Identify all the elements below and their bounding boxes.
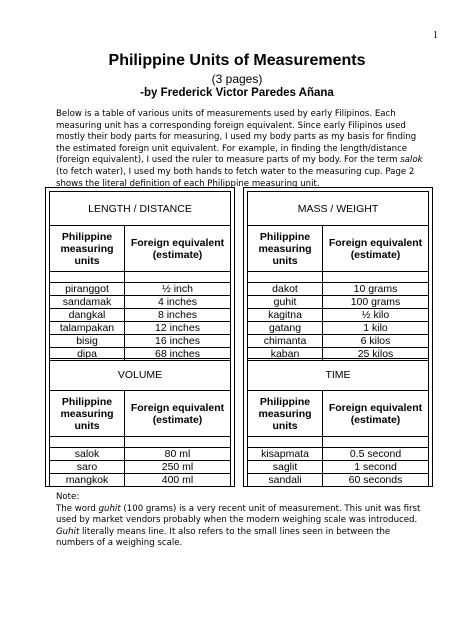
unit-cell: dipa <box>50 348 125 361</box>
equivalent-cell: 8 inches <box>125 309 231 322</box>
table-heading: LENGTH / DISTANCE <box>50 192 231 226</box>
time-table <box>247 358 429 487</box>
author-line: -by Frederick Victor Paredes Añana <box>140 87 334 99</box>
unit-cell: gatang <box>248 322 323 335</box>
volume-table <box>49 358 231 487</box>
equivalent-cell: 1 kilo <box>323 322 429 335</box>
equivalent-cell: 6 kilos <box>323 335 429 348</box>
unit-cell: saglit <box>248 461 323 474</box>
unit-cell: kaban <box>248 348 323 361</box>
spacer-cell <box>323 437 429 448</box>
table-row <box>248 461 429 474</box>
unit-cell: chimanta <box>248 335 323 348</box>
equivalent-cell: 250 ml <box>125 461 231 474</box>
unit-cell: bisig <box>50 335 125 348</box>
table-row <box>248 335 429 348</box>
table-row <box>248 474 429 487</box>
spacer-cell <box>323 272 429 283</box>
unit-cell: sandali <box>248 474 323 487</box>
equivalent-cell: 16 inches <box>125 335 231 348</box>
table-row <box>248 283 429 296</box>
page-title: Philippine Units of Measurements <box>108 52 366 69</box>
note-text-2: (100 grams) is a very recent unit of measurement. This unit was first used by market vendors probably when the modern weighing scale was introduced. <box>56 503 421 526</box>
table-heading: TIME <box>248 359 429 391</box>
table-row <box>50 335 231 348</box>
equivalent-cell: ½ inch <box>125 283 231 296</box>
note-text-1: The word <box>56 503 99 514</box>
equivalent-cell: 60 seconds <box>323 474 429 487</box>
table-heading: VOLUME <box>50 359 231 391</box>
unit-cell: piranggot <box>50 283 125 296</box>
column-header: Foreign equivalent (estimate) <box>125 391 231 437</box>
unit-cell: saro <box>50 461 125 474</box>
spacer-cell <box>248 437 323 448</box>
unit-cell: kisapmata <box>248 448 323 461</box>
table-row <box>248 309 429 322</box>
table-row <box>50 461 231 474</box>
equivalent-cell: 25 kilos <box>323 348 429 361</box>
equivalent-cell: 0.5 second <box>323 448 429 461</box>
equivalent-cell: 400 ml <box>125 474 231 487</box>
equivalent-cell: 1 second <box>323 461 429 474</box>
column-header: Philippine measuring units <box>248 226 323 272</box>
spacer-cell <box>50 272 125 283</box>
page-subtitle: (3 pages) <box>211 72 263 86</box>
intro-term-salok: salok <box>400 155 423 166</box>
table-row <box>50 296 231 309</box>
note-label: Note: <box>56 492 80 502</box>
unit-cell: salok <box>50 448 125 461</box>
table-row <box>50 309 231 322</box>
table-row <box>50 283 231 296</box>
unit-cell: dangkal <box>50 309 125 322</box>
equivalent-cell: 68 inches <box>125 348 231 361</box>
unit-cell: sandamak <box>50 296 125 309</box>
table-row <box>248 322 429 335</box>
column-header: Foreign equivalent (estimate) <box>323 226 429 272</box>
mass-weight-table <box>247 191 429 361</box>
note-term-guhit: guhit <box>98 503 121 514</box>
spacer-cell <box>248 272 323 283</box>
equivalent-cell: 100 grams <box>323 296 429 309</box>
unit-cell: guhit <box>248 296 323 309</box>
column-header: Philippine measuring units <box>248 391 323 437</box>
equivalent-cell: 12 inches <box>125 322 231 335</box>
equivalent-cell: 80 ml <box>125 448 231 461</box>
unit-cell: talampakan <box>50 322 125 335</box>
spacer-cell <box>125 437 231 448</box>
unit-cell: dakot <box>248 283 323 296</box>
equivalent-cell: 4 inches <box>125 296 231 309</box>
equivalent-cell: 10 grams <box>323 283 429 296</box>
column-header: Foreign equivalent (estimate) <box>323 391 429 437</box>
table-row <box>248 448 429 461</box>
spacer-cell <box>50 437 125 448</box>
note-text-3: literally means line. It also refers to the small lines seen in between the numbers of a weighing scale. <box>56 526 391 549</box>
length-distance-table <box>49 191 231 361</box>
equivalent-cell: ½ kilo <box>323 309 429 322</box>
spacer-cell <box>125 272 231 283</box>
page-number: 1 <box>433 30 438 41</box>
intro-paragraph <box>56 109 426 190</box>
column-header: Foreign equivalent (estimate) <box>125 226 231 272</box>
column-header: Philippine measuring units <box>50 226 125 272</box>
footnote <box>56 492 426 550</box>
intro-text-1: Below is a table of various units of measurements used by early Filipinos. Each measuring unit has a corresponding foreign equivalent. Since early Filipinos used mostly their body parts for measuring, I used my body parts as my basis for finding the estimated foreign unit equivalent. For example, in finding the length/distance (foreign equivalent), I used the ruler to measure parts of my body. For the term <box>56 109 417 166</box>
table-heading: MASS / WEIGHT <box>248 192 429 226</box>
table-row <box>248 296 429 309</box>
column-header: Philippine measuring units <box>50 391 125 437</box>
intro-text-2: (to fetch water), I used my both hands to fetch water to the measuring cup. Page 2 shows the literal definition of each Philippine measuring unit. <box>56 166 415 189</box>
table-row <box>50 474 231 487</box>
table-row <box>50 448 231 461</box>
unit-cell: kagitna <box>248 309 323 322</box>
note-term-guhit-2: Guhit <box>56 526 80 537</box>
table-row <box>50 322 231 335</box>
unit-cell: mangkok <box>50 474 125 487</box>
